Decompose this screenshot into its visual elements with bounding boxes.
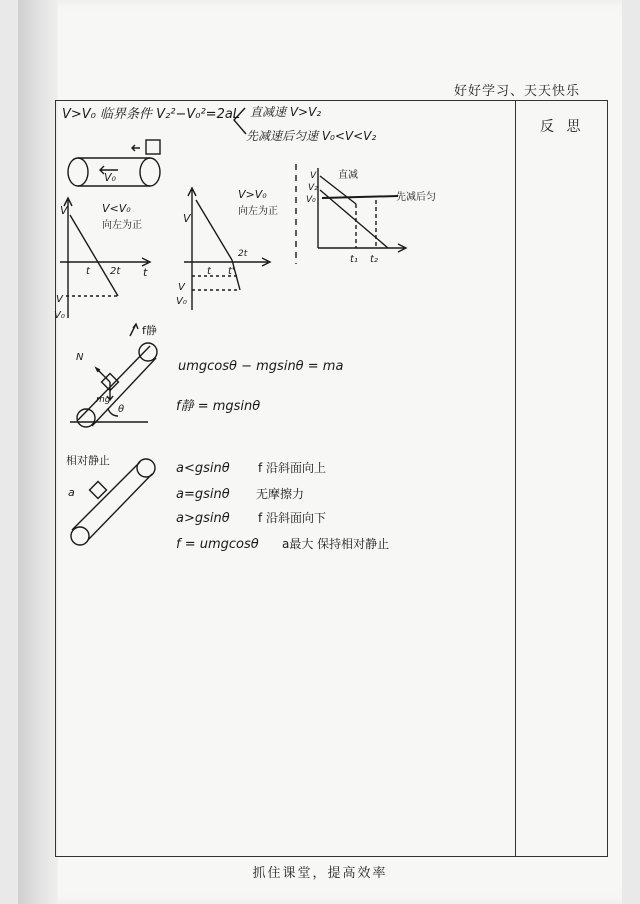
case-b-text: 先减速后匀速 V₀<V<V₂ [246,129,377,143]
vt-graph-b [176,188,278,310]
newton-equation: umgcosθ − mgsinθ = ma [178,359,344,374]
case1-condition: a<gsinθ [176,461,230,476]
case3-condition: a>gsinθ [176,511,230,526]
case4-condition: f = umgcosθ [176,537,259,552]
acceleration-label: a [68,486,75,499]
graph-c-t1-label: t₁ [350,254,358,265]
graph-c-v-label: V [310,171,317,181]
graph-a-2t-label: 2t [110,266,121,277]
graph-c-t2-label: t₂ [370,254,378,265]
case3-result: f 沿斜面向下 [258,511,327,525]
graph-b-sign: 向左为正 [238,206,278,217]
belt-speed-label: V₀ [104,171,116,184]
graph-c-uniform-label: 先减后匀 [396,192,436,203]
graph-c-straight-label: 直减 [338,170,358,181]
graph-b-v-axis: V [183,212,191,225]
static-friction-label: f静 [142,324,157,337]
case1-result: f 沿斜面向上 [258,461,327,475]
vt-graph-a [54,198,150,321]
graph-a-t-label: t [86,266,90,277]
case4-result: a最大 保持相对静止 [282,537,390,551]
case-a-text: 直减速 V>V₂ [250,105,322,119]
graph-a-v0-label: V₀ [54,310,65,321]
static-friction-equation: f静 = mgsinθ [176,399,261,414]
gravity-label: mg [96,395,111,405]
incline-diagram-2 [66,453,155,545]
normal-force-label: N [76,352,84,363]
graph-b-tprime-label: t' [228,266,235,277]
graph-a-v-label: V [56,294,63,305]
graph-b-v0-label: V₀ [176,296,187,307]
incline-diagram-1 [70,323,157,427]
graph-a-condition: V<V₀ [102,202,131,215]
angle-label: θ [118,404,125,415]
graph-a-t-axis: t [143,266,148,279]
condition-text: V>V₀ 临界条件 V₂²−V₀²=2aL [62,107,241,122]
case2-result: 无摩擦力 [256,487,305,501]
relative-rest-title: 相对静止 [66,454,110,467]
case2-condition: a=gsinθ [176,487,230,502]
graph-a-sign: 向左为正 [102,220,142,231]
graph-c-v0-label: V₀ [306,195,316,205]
conveyor-diagram [68,140,160,186]
vt-graph-c [306,168,436,265]
graph-c-v2-label: V₂ [308,183,318,193]
reflection-label: 反 思 [540,119,585,135]
graph-b-t-label: t [207,266,211,277]
graph-a-v-axis: V [60,204,68,217]
header-motto: 好好学习、天天快乐 [453,84,580,99]
graph-b-condition: V>V₀ [238,188,267,201]
footer-slogan: 抓住课堂，提高效率 [252,866,388,881]
graph-b-2t-label: 2t [238,249,248,259]
graph-b-v-label: V [178,282,185,293]
